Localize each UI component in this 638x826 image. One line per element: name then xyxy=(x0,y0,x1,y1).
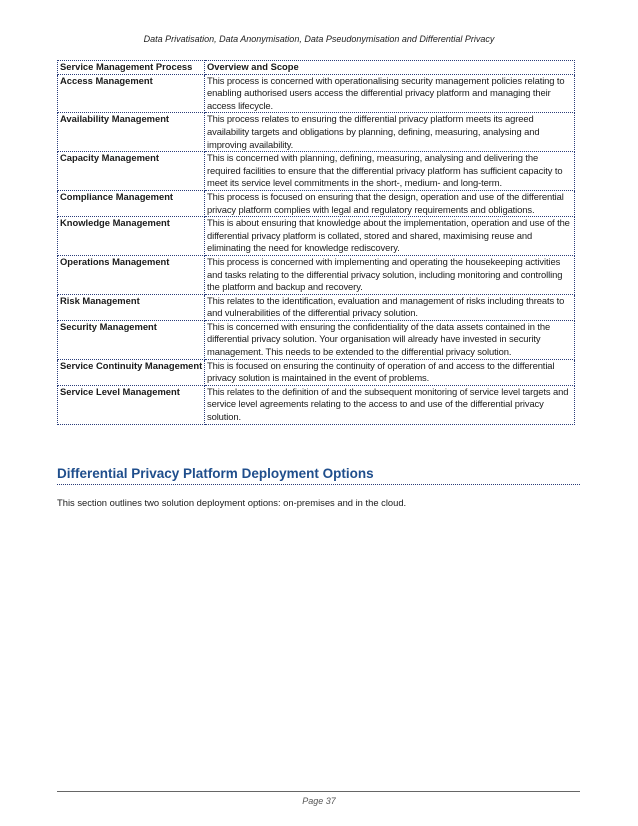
process-name: Access Management xyxy=(58,74,205,113)
table-row xyxy=(58,385,575,424)
process-scope: This process is focused on ensuring that the design, operation and use of the differential privacy platform complies with legal and regulatory requirements and obligations. xyxy=(205,190,575,216)
footer-divider xyxy=(57,791,580,792)
process-scope: This is about ensuring that knowledge about the implementation, operation and use of the differential privacy platform is collated, stored and shared, maximising reuse and eliminating the need for knowledge rediscovery. xyxy=(205,217,575,256)
table-row xyxy=(58,113,575,152)
table-row xyxy=(58,217,575,256)
table-row xyxy=(58,255,575,294)
service-management-table xyxy=(57,60,575,425)
process-scope: This process is concerned with operationalising security management policies relating to enabling authorised users access the differential privacy platform and managing their access lifecycle. xyxy=(205,74,575,113)
process-name: Knowledge Management xyxy=(58,217,205,256)
process-name: Security Management xyxy=(58,320,205,359)
section-heading: Differential Privacy Platform Deployment Options xyxy=(57,466,580,485)
page-number: Page 37 xyxy=(302,796,336,806)
table-row xyxy=(58,74,575,113)
table-header-row xyxy=(58,61,575,75)
process-name: Service Continuity Management xyxy=(58,359,205,385)
process-scope: This process is concerned with implementing and operating the housekeeping activities and tasks relating to the differential privacy solution, including monitoring and controlling the platform and backup and recovery. xyxy=(205,255,575,294)
process-name: Capacity Management xyxy=(58,152,205,191)
table-row xyxy=(58,320,575,359)
column-header-process: Service Management Process xyxy=(58,61,205,75)
process-scope: This relates to the identification, evaluation and management of risks including threats to and vulnerabilities of the differential privacy solution. xyxy=(205,294,575,320)
process-name: Availability Management xyxy=(58,113,205,152)
table-row xyxy=(58,359,575,385)
section-body-text: This section outlines two solution deployment options: on-premises and in the cloud. xyxy=(57,497,407,508)
process-name: Compliance Management xyxy=(58,190,205,216)
table-row xyxy=(58,152,575,191)
process-name: Risk Management xyxy=(58,294,205,320)
process-name: Service Level Management xyxy=(58,385,205,424)
process-name: Operations Management xyxy=(58,255,205,294)
table-row xyxy=(58,294,575,320)
process-scope: This is concerned with ensuring the confidentiality of the data assets contained in the differential privacy solution. Your organisation will already have invested in security management. This needs to be extended to the differential privacy solution. xyxy=(205,320,575,359)
running-header: Data Privatisation, Data Anonymisation, Data Pseudonymisation and Differential Privacy xyxy=(143,34,495,44)
process-scope: This process relates to ensuring the differential privacy platform meets its agreed availability targets and obligations by planning, defining, measuring, analysing and improving availability. xyxy=(205,113,575,152)
column-header-scope: Overview and Scope xyxy=(205,61,575,75)
process-scope: This relates to the definition of and the subsequent monitoring of service level targets and service level agreements relating to the access to and use of the differential privacy solution. xyxy=(205,385,575,424)
process-scope: This is concerned with planning, defining, measuring, analysing and delivering the required facilities to ensure that the differential privacy platform has sufficient capacity to meet its service level commitments in the short-, medium- and long-term. xyxy=(205,152,575,191)
process-scope: This is focused on ensuring the continuity of operation of and access to the differential privacy solution is maintained in the event of problems. xyxy=(205,359,575,385)
table-row xyxy=(58,190,575,216)
